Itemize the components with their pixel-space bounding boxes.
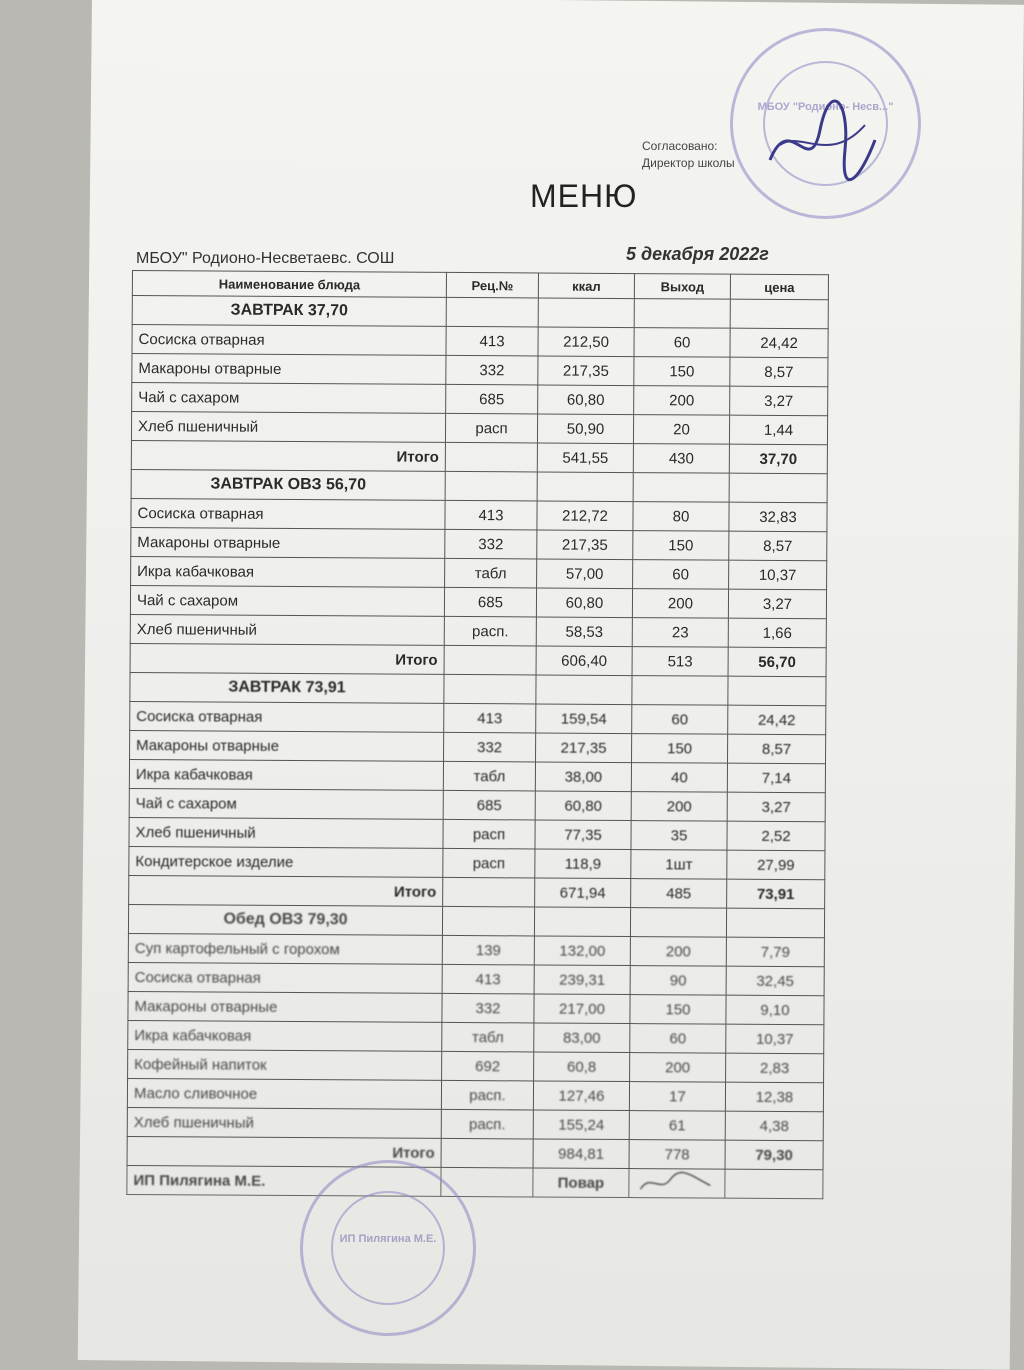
total-price: 37,70	[729, 444, 827, 474]
kcal-value: 60,80	[536, 588, 632, 618]
kcal-value: 60,80	[535, 791, 631, 821]
table-row	[129, 759, 825, 792]
dish-name: Икра кабачковая	[129, 759, 443, 790]
total-row	[127, 1136, 823, 1169]
price-value: 7,79	[726, 937, 824, 967]
approval-block	[642, 138, 735, 172]
school-name: МБОУ" Родионо-Несветаевс. СОШ	[136, 250, 395, 267]
kcal-value: 132,00	[534, 936, 630, 966]
dish-name: Кондитерское изделие	[129, 846, 443, 877]
portion-value: 150	[634, 357, 730, 387]
kcal-value: 217,35	[536, 733, 632, 763]
recipe-number: 413	[445, 500, 537, 530]
price-value: 1,44	[729, 415, 827, 445]
total-kcal: 984,81	[533, 1139, 629, 1169]
section-title: Обед ОВЗ 79,30	[128, 904, 442, 935]
portion-value: 80	[633, 502, 729, 532]
section-header-row	[128, 904, 824, 937]
portion-value: 200	[632, 589, 728, 619]
portion-value: 200	[634, 386, 730, 416]
total-label: Итого	[130, 643, 444, 674]
section-header-row	[132, 296, 828, 329]
dish-name: Чай с сахаром	[129, 788, 443, 819]
portion-value: 1шт	[631, 850, 727, 880]
empty-cell	[729, 473, 827, 503]
total-row	[130, 643, 826, 676]
total-price: 73,91	[727, 879, 825, 909]
kcal-value: 58,53	[536, 617, 632, 647]
section-header-row	[131, 469, 827, 502]
dish-name: Чай с сахаром	[130, 585, 444, 616]
recipe-number: расп	[445, 413, 537, 443]
recipe-number: расп.	[441, 1109, 533, 1139]
dish-name: Сосиска отварная	[130, 701, 444, 732]
cook-label: Повар	[533, 1168, 629, 1198]
kcal-value: 212,50	[538, 327, 634, 357]
total-kcal: 541,55	[537, 443, 633, 473]
table-row	[130, 701, 826, 734]
approval-label: Согласовано:	[642, 139, 718, 153]
section-header-row	[130, 672, 826, 705]
dish-name: Чай с сахаром	[132, 383, 446, 414]
empty-cell	[442, 906, 534, 936]
price-value: 27,99	[727, 850, 825, 880]
header-kcal: ккал	[538, 273, 634, 299]
kcal-value: 127,46	[533, 1081, 629, 1111]
recipe-number: 332	[445, 529, 537, 559]
dish-name: Макароны отварные	[128, 991, 442, 1022]
menu-table	[126, 270, 829, 1199]
table-row	[132, 325, 828, 358]
kcal-value: 155,24	[533, 1110, 629, 1140]
kcal-value: 57,00	[537, 559, 633, 589]
dish-name: Икра кабачковая	[131, 556, 445, 587]
recipe-number: расп	[443, 819, 535, 849]
price-value: 2,83	[726, 1053, 824, 1083]
empty-cell	[730, 299, 828, 329]
recipe-number: 685	[446, 384, 538, 414]
portion-value: 60	[634, 328, 730, 358]
footer-empty-2	[725, 1169, 823, 1199]
price-value: 8,57	[729, 531, 827, 561]
section-title: ЗАВТРАК 37,70	[132, 296, 446, 327]
price-value: 8,57	[727, 734, 825, 764]
kcal-value: 50,90	[537, 414, 633, 444]
total-label: Итого	[131, 440, 445, 471]
kcal-value: 212,72	[537, 501, 633, 531]
price-value: 8,57	[730, 357, 828, 387]
kcal-value: 60,8	[534, 1052, 630, 1082]
table-row	[127, 1107, 823, 1140]
kcal-value: 217,35	[538, 356, 634, 386]
price-value: 10,37	[726, 1024, 824, 1054]
empty-cell	[728, 676, 826, 706]
dish-name: Хлеб пшеничный	[130, 614, 444, 645]
portion-value: 61	[629, 1111, 725, 1141]
empty-cell	[534, 907, 630, 937]
price-value: 3,27	[728, 589, 826, 619]
recipe-number: табл	[443, 761, 535, 791]
portion-value: 60	[633, 560, 729, 590]
recipe-number: 685	[443, 790, 535, 820]
vendor-name: ИП Пилягина М.Е.	[127, 1165, 441, 1196]
portion-value: 35	[631, 821, 727, 851]
dish-name: Хлеб пшеничный	[131, 412, 445, 443]
footer-row	[127, 1165, 823, 1198]
recipe-number: 692	[442, 1051, 534, 1081]
portion-value: 17	[629, 1082, 725, 1112]
total-kcal: 606,40	[536, 646, 632, 676]
page-title: МЕНЮ	[530, 178, 638, 214]
empty-cell	[632, 676, 728, 706]
dish-name: Кофейный напиток	[128, 1049, 442, 1080]
total-price: 79,30	[725, 1140, 823, 1170]
total-empty	[443, 877, 535, 907]
empty-cell	[633, 473, 729, 503]
table-row	[132, 354, 828, 387]
price-value: 7,14	[727, 763, 825, 793]
dish-name: Макароны отварные	[130, 730, 444, 761]
total-row	[129, 875, 825, 908]
portion-value: 150	[633, 531, 729, 561]
header-price: цена	[730, 274, 828, 300]
price-value: 32,83	[729, 502, 827, 532]
dish-name: Сосиска отварная	[132, 325, 446, 356]
total-empty	[444, 645, 536, 675]
recipe-number: 413	[446, 326, 538, 356]
kcal-value: 118,9	[535, 849, 631, 879]
recipe-number: табл	[442, 1022, 534, 1052]
header-recipe: Рец.№	[446, 272, 538, 298]
recipe-number: 139	[442, 935, 534, 965]
table-row	[130, 730, 826, 763]
total-empty	[445, 442, 537, 472]
header-dish: Наименование блюда	[132, 271, 446, 298]
total-portion: 778	[629, 1140, 725, 1170]
recipe-number: 332	[442, 993, 534, 1023]
portion-value: 200	[631, 792, 727, 822]
dish-name: Макароны отварные	[132, 354, 446, 385]
dish-name: Сосиска отварная	[131, 498, 445, 529]
table-row	[131, 412, 827, 445]
total-portion: 485	[631, 879, 727, 909]
total-portion: 430	[633, 444, 729, 474]
table-row	[128, 962, 824, 995]
empty-cell	[634, 299, 730, 329]
dish-name: Хлеб пшеничный	[127, 1107, 441, 1138]
recipe-number: 685	[444, 587, 536, 617]
portion-value: 20	[633, 415, 729, 445]
total-row	[131, 440, 827, 473]
recipe-number: 413	[444, 703, 536, 733]
price-value: 2,52	[727, 821, 825, 851]
price-value: 10,37	[729, 560, 827, 590]
empty-cell	[446, 297, 538, 327]
table-row	[130, 585, 826, 618]
recipe-number: расп.	[441, 1080, 533, 1110]
table-row	[127, 1078, 823, 1111]
recipe-number: 332	[446, 355, 538, 385]
table-row	[131, 498, 827, 531]
portion-value: 60	[632, 705, 728, 735]
recipe-number: расп	[443, 848, 535, 878]
kcal-value: 159,54	[536, 704, 632, 734]
total-label: Итого	[129, 875, 443, 906]
table-row	[128, 1049, 824, 1082]
price-value: 3,27	[730, 386, 828, 416]
empty-cell	[445, 471, 537, 501]
kcal-value: 83,00	[534, 1023, 630, 1053]
section-title: ЗАВТРАК ОВЗ 56,70	[131, 469, 445, 500]
total-price: 56,70	[728, 647, 826, 677]
table-row	[132, 383, 828, 416]
table-row	[128, 1020, 824, 1053]
dish-name: Икра кабачковая	[128, 1020, 442, 1051]
kcal-value: 60,80	[538, 385, 634, 415]
recipe-number: 332	[444, 732, 536, 762]
dish-name: Макароны отварные	[131, 527, 445, 558]
portion-value: 23	[632, 618, 728, 648]
empty-cell	[536, 675, 632, 705]
empty-cell	[444, 674, 536, 704]
portion-value: 200	[630, 1053, 726, 1083]
price-value: 24,42	[730, 328, 828, 358]
table-row	[131, 527, 827, 560]
school-seal-text: МБОУ "Родионо- Несв..."	[757, 101, 894, 113]
dish-name: Хлеб пшеничный	[129, 817, 443, 848]
total-label: Итого	[127, 1136, 441, 1167]
vendor-seal-stamp	[300, 1160, 476, 1336]
menu-date: 5 декабря 2022г	[626, 244, 769, 264]
price-value: 4,38	[725, 1111, 823, 1141]
cook-signature	[629, 1169, 725, 1199]
table-row	[129, 788, 825, 821]
kcal-value: 38,00	[535, 762, 631, 792]
recipe-number: 413	[442, 964, 534, 994]
portion-value: 150	[632, 734, 728, 764]
price-value: 9,10	[726, 995, 824, 1025]
portion-value: 200	[630, 937, 726, 967]
total-portion: 513	[632, 647, 728, 677]
empty-cell	[538, 298, 634, 328]
kcal-value: 239,31	[534, 965, 630, 995]
section-title: ЗАВТРАК 73,91	[130, 672, 444, 703]
director-signature	[760, 90, 880, 190]
dish-name: Суп картофельный с горохом	[128, 933, 442, 964]
recipe-number: табл	[445, 558, 537, 588]
header-portion: Выход	[634, 274, 730, 300]
table-row	[128, 933, 824, 966]
empty-cell	[537, 472, 633, 502]
table-row	[128, 991, 824, 1024]
dish-name: Сосиска отварная	[128, 962, 442, 993]
price-value: 1,66	[728, 618, 826, 648]
portion-value: 60	[630, 1024, 726, 1054]
total-kcal: 671,94	[535, 878, 631, 908]
dish-name: Масло сливочное	[127, 1078, 441, 1109]
kcal-value: 217,00	[534, 994, 630, 1024]
table-row	[129, 817, 825, 850]
vendor-seal-text: ИП Пилягина М.Е.	[339, 1233, 437, 1245]
empty-cell	[726, 908, 824, 938]
price-value: 32,45	[726, 966, 824, 996]
menu-table-body	[127, 296, 828, 1170]
table-row	[131, 556, 827, 589]
table-row	[130, 614, 826, 647]
kcal-value: 77,35	[535, 820, 631, 850]
portion-value: 40	[631, 763, 727, 793]
portion-value: 150	[630, 995, 726, 1025]
director-label: Директор школы	[642, 156, 735, 170]
price-value: 3,27	[727, 792, 825, 822]
price-value: 12,38	[725, 1082, 823, 1112]
table-row	[129, 846, 825, 879]
total-empty	[441, 1138, 533, 1168]
portion-value: 90	[630, 966, 726, 996]
price-value: 24,42	[728, 705, 826, 735]
kcal-value: 217,35	[537, 530, 633, 560]
recipe-number: расп.	[444, 616, 536, 646]
empty-cell	[630, 908, 726, 938]
